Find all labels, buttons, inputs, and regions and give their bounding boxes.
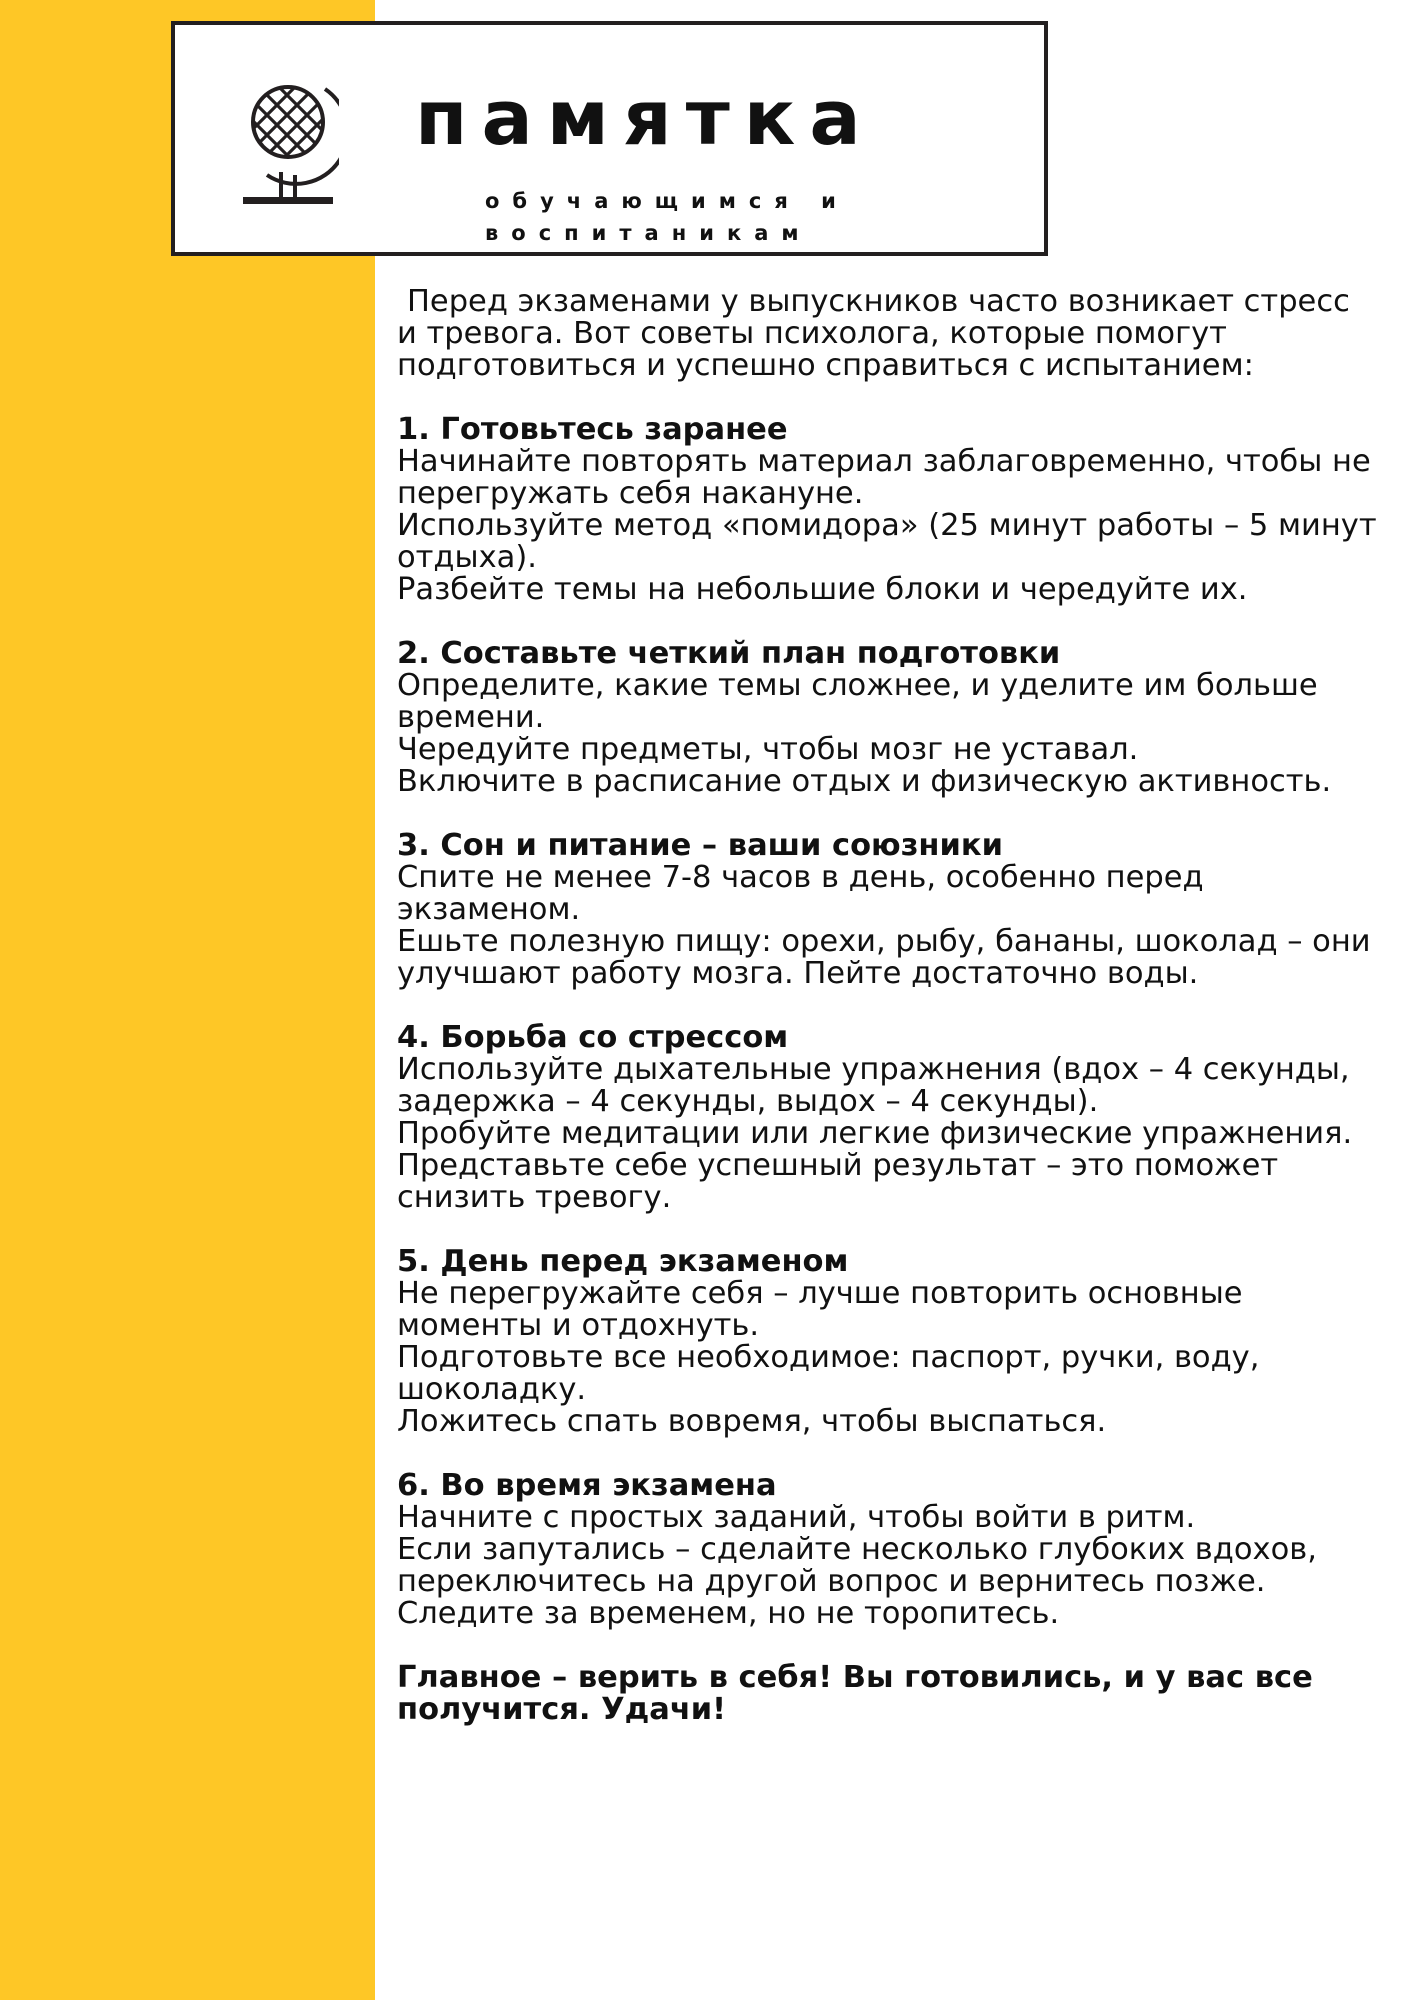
section [397,1470,1377,1630]
section-title: 6. Во время экзамена [397,1468,777,1503]
section-line: Спите не менее 7-8 часов в день, особенно перед экзаменом. [397,860,1204,927]
page-title: памятка [415,73,875,162]
page-subtitle: обучающимся и воспитаникам [485,189,849,245]
section-line: Следите за временем, но не торопитесь. [397,1596,1060,1631]
section-title: 5. День перед экзаменом [397,1244,849,1279]
section-line: Используйте дыхательные упражнения (вдох – 4 секунды, задержка – 4 секунды, выдох – 4 секунды). [397,1052,1350,1119]
section-line: Начните с простых заданий, чтобы войти в ритм. [397,1500,1196,1535]
section-title: 2. Составьте четкий план подготовки [397,636,1061,671]
section [397,1246,1377,1438]
header-box [171,21,1048,256]
section-line: Пробуйте медитации или легкие физические упражнения. [397,1116,1353,1151]
intro-text: Перед экзаменами у выпускников часто возникает стресс и тревога. Вот советы психолога, которые помогут подготовиться и успешно справиться с испытанием: [397,284,1350,383]
section-title: 1. Готовьтесь заранее [397,412,788,447]
section-line: Ложитесь спать вовремя, чтобы выспаться. [397,1404,1107,1439]
section-line: Используйте метод «помидора» (25 минут работы – 5 минут отдыха). [397,508,1377,575]
section-line: Определите, какие темы сложнее, и уделите им больше времени. [397,668,1318,735]
section-line: Чередуйте предметы, чтобы мозг не уставал. [397,732,1139,767]
section-line: Подготовьте все необходимое: паспорт, ручки, воду, шоколадку. [397,1340,1260,1407]
section [397,1022,1377,1214]
section-line: Разбейте темы на небольшие блоки и чередуйте их. [397,572,1248,607]
section-line: Если запутались – сделайте несколько глубоких вдохов, переключитесь на другой вопрос и вернитесь позже. [397,1532,1317,1599]
section-line: Ешьте полезную пищу: орехи, рыбу, бананы, шоколад – они улучшают работу мозга. Пейте достаточно воды. [397,924,1371,991]
section-title: 4. Борьба со стрессом [397,1020,789,1055]
content [397,286,1377,1726]
globe-icon [237,75,339,215]
section [397,638,1377,798]
section-line: Не перегружайте себя – лучше повторить основные моменты и отдохнуть. [397,1276,1243,1343]
section [397,830,1377,990]
section [397,414,1377,606]
section-title: 3. Сон и питание – ваши союзники [397,828,1003,863]
yellow-stripe [0,0,375,2000]
section-line: Включите в расписание отдых и физическую активность. [397,764,1332,799]
section-line: Представьте себе успешный результат – это поможет снизить тревогу. [397,1148,1279,1215]
section-line: Начинайте повторять материал заблаговременно, чтобы не перегружать себя накануне. [397,444,1371,511]
closing-text: Главное – верить в себя! Вы готовились, и у вас все получится. Удачи! [397,1660,1313,1727]
